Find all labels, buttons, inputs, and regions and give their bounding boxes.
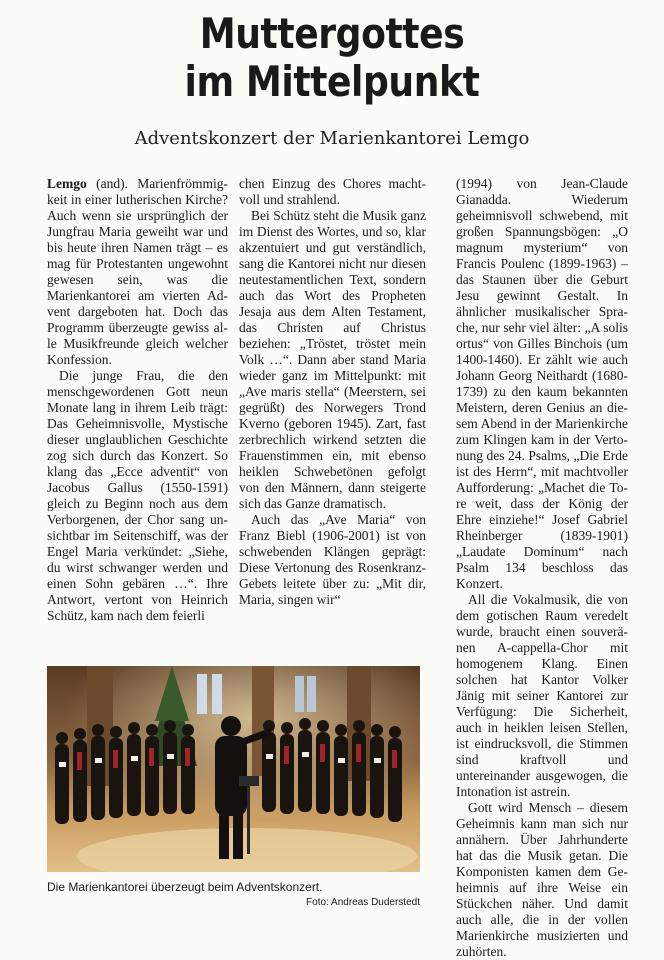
article-column-1 xyxy=(47,176,228,624)
article-column-2 xyxy=(239,176,426,608)
subheadline: Adventskonzert der Marienkantorei Lemgo xyxy=(134,128,530,149)
photo-credit: Foto: Andreas Duderstedt xyxy=(306,897,420,908)
paragraph: (1994) von Jean-Claude Gianadda. Wiederum geheimnisvoll schwebend, mit großen Spannungsbögen: „O magnum mysterium“ von Francis Poulenc (1899-1963) – das Staunen über die Geburt Jesu gewinnt Gestalt. In ähnlicher musikalischer Sprache, nur sehr viel älter: „A solis ortus“ von Gilles Binchois (um 1400-1460). Er zählt wie auch Johann Georg Neithardt (1680-1739) zu den kaum bekannten Meistern, deren Genius an diesem Abend in der Marienkirche zum Klingen kam in der Vertonung des 24. Psalms, „Die Erde ist des Herrn“, mit machtvoller Aufforderung: „Machet die Tore weit, dass der König der Ehre einziehe!“ Josef Gabriel Rheinberger (1839-1901) „Laudate Dominum“ nach Psalm 134 beschloss das Konzert. xyxy=(456,176,628,591)
article-column-3 xyxy=(456,176,628,960)
paragraph: chen Einzug des Chores machtvoll und strahlend. xyxy=(239,176,426,207)
paragraph-text: (and). Marienfrömmigkeit in einer lutherischen Kirche? Auch wenn sie ursprünglich der Jungfrau Maria geweiht war und bis heute ihren Namen trägt – es mag für Protestanten ungewohnt gewesen sein, was die Marienkantorei am vierten Advent dargeboten hat. Doch das Programm überzeugte gewiss alle Musikfreunde gleich welcher Konfession. xyxy=(47,176,228,367)
photo-caption: Die Marienkantorei überzeugt beim Adventskonzert. xyxy=(47,880,323,894)
paragraph: Gott wird Mensch – diesem Geheimnis kann man sich nur annähern. Über Jahrhunderte hat das die Musik getan. Die Komponisten kamen dem Geheimnis auf ihre Weise ein Stückchen näher. Und damit auch alle, die in der vollen Marienkirche musizierten und zuhörten. xyxy=(456,800,628,959)
paragraph: Auch das „Ave Maria“ von Franz Biebl (1906-2001) ist von schwebenden Klängen geprägt: Diese Vertonung des Rosenkranz-Gebets leitete über zu: „Mit dir, Maria, singen wir“ xyxy=(239,512,426,607)
headline xyxy=(46,10,617,106)
headline-line-1: Muttergottes xyxy=(199,9,465,58)
dateline: Lemgo xyxy=(47,176,87,191)
headline-line-2: im Mittelpunkt xyxy=(184,57,480,106)
paragraph: All die Vokalmusik, die von dem gotischen Raum veredelt wurde, braucht einen souveränen A-cappella-Chor mit homogenem Klang. Einen solchen hat Kantor Volker Jänig mit seiner Kantorei zur Verfügung: Die Sicherheit, auch in heiklen leisen Stellen, ist eindrucksvoll, die Stimmen sind kraftvoll und untereinander ausgewogen, die Intonation ist astrein. xyxy=(456,592,628,799)
paragraph: Die junge Frau, die den menschgewordenen Gott neun Monate lang in ihrem Leib trägt: Das Geheimnisvolle, Mystische dieser unglaublichen Geschichte zog sich durch das Konzert. So klang das „Ecce adventit“ von Jacobus Gallus (1550-1591) gleich zu Beginn noch aus dem Verborgenen, der Chor sang unsichtbar im Seitenschiff, was der Engel Maria verkündet: „Siehe, du wirst schwanger werden und einen Sohn gebären …“. Ihre Antwort, vertont von Heinrich Schütz, kam nach dem feierli xyxy=(47,368,228,623)
paragraph xyxy=(47,176,228,368)
paragraph: Bei Schütz steht die Musik ganz im Dienst des Wortes, und so, klar akzentuiert und gut verständlich, sang die Kantorei nicht nur diesen neutestamentlichen Text, sondern auch das Wort des Propheten Jesaja aus dem Alten Testament, das Christen auf Christus beziehen: „Tröstet, tröstet mein Volk …“. Dann aber stand Maria wieder ganz im Mittelpunkt: mit „Ave maris stella“ (Meerstern, sei gegrüßt) des Norwegers Trond Kverno (geboren 1945). Zart, fast zerbrechlich wirkend setzten die Frauenstimmen ein, mit ebenso heiklen Schwebetönen gefolgt von den Männern, dann steigerte sich das Ganze dramatisch. xyxy=(239,208,426,511)
choir-photo xyxy=(47,666,420,872)
